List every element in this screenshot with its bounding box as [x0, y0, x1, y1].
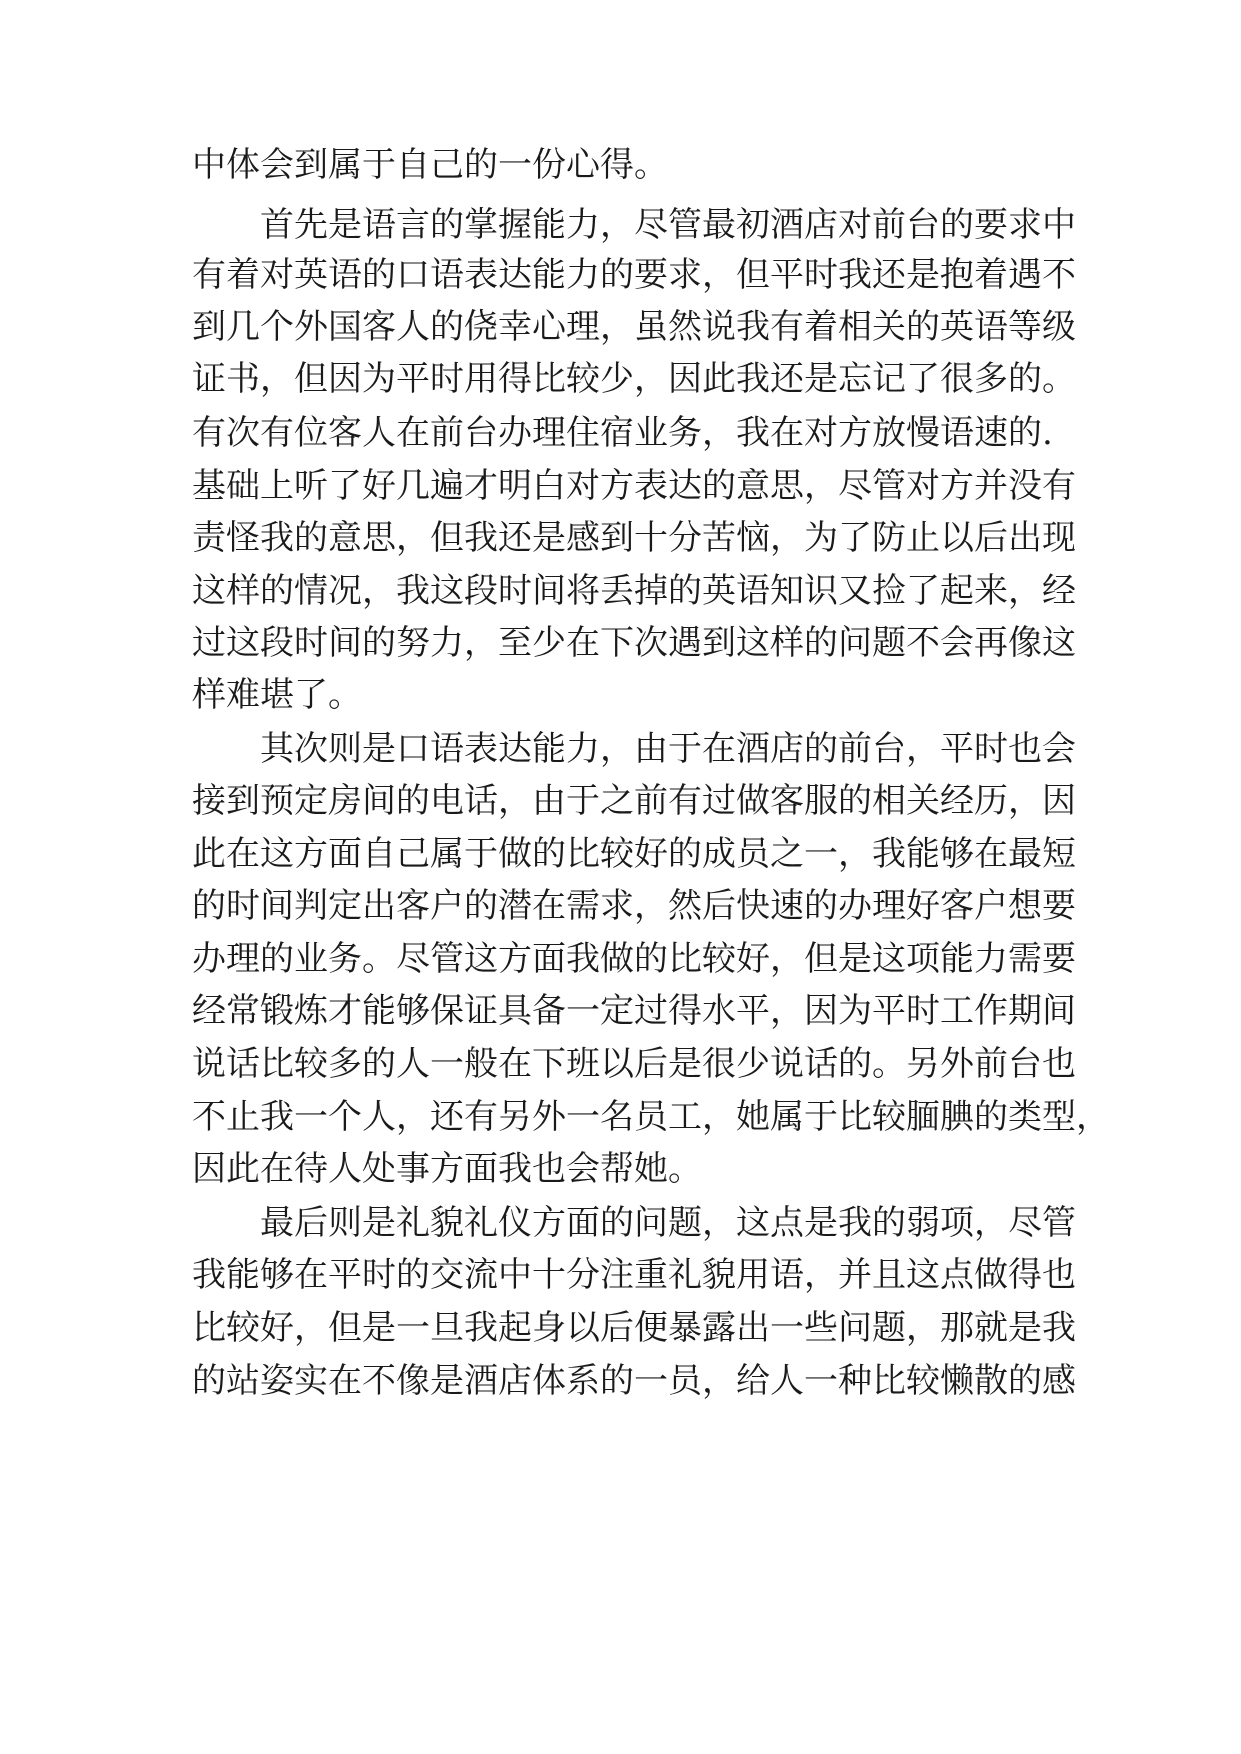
- text-line: 样难堪了。: [192, 675, 362, 715]
- text-line: 办理的业务。尽管这方面我做的比较好，但是这项能力需要: [192, 939, 1076, 979]
- text-line: 比较好，但是一旦我起身以后便暴露出一些问题，那就是我: [192, 1308, 1076, 1348]
- text-line: 此在这方面自己属于做的比较好的成员之一，我能够在最短: [192, 834, 1076, 874]
- text-line: 的站姿实在不像是酒店体系的一员，给人一种比较懒散的感: [192, 1361, 1076, 1401]
- text-line: 的时间判定出客户的潜在需求，然后快速的办理好客户想要: [192, 886, 1076, 926]
- text-line: 到几个外国客人的侥幸心理，虽然说我有着相关的英语等级: [192, 307, 1076, 347]
- text-line: 经常锻炼才能够保证具备一定过得水平，因为平时工作期间: [192, 991, 1076, 1031]
- text-line: 中体会到属于自己的一份心得。: [192, 145, 668, 185]
- text-line: 证书，但因为平时用得比较少，因此我还是忘记了很多的。: [192, 359, 1076, 399]
- paragraph-first-line: 最后则是礼貌礼仪方面的问题，这点是我的弱项，尽管: [260, 1203, 1076, 1243]
- text-line: 这样的情况，我这段时间将丢掉的英语知识又捡了起来，经: [192, 571, 1076, 611]
- text-line: 基础上听了好几遍才明白对方表达的意思，尽管对方并没有: [192, 466, 1076, 506]
- paragraph-first-line: 其次则是口语表达能力，由于在酒店的前台，平时也会: [260, 729, 1076, 769]
- text-line: 不止我一个人，还有另外一名员工，她属于比较腼腆的类型，: [192, 1097, 1110, 1137]
- text-line: 说话比较多的人一般在下班以后是很少说话的。另外前台也: [192, 1044, 1076, 1084]
- text-line: 我能够在平时的交流中十分注重礼貌用语，并且这点做得也: [192, 1255, 1076, 1295]
- text-line: 过这段时间的努力，至少在下次遇到这样的问题不会再像这: [192, 623, 1076, 663]
- text-line: 有次有位客人在前台办理住宿业务，我在对方放慢语速的.: [192, 413, 1053, 453]
- paragraph-first-line: 首先是语言的掌握能力，尽管最初酒店对前台的要求中: [260, 205, 1076, 245]
- text-line: 有着对英语的口语表达能力的要求，但平时我还是抱着遇不: [192, 255, 1076, 295]
- text-line: 因此在待人处事方面我也会帮她。: [192, 1149, 702, 1189]
- text-line: 责怪我的意思，但我还是感到十分苦恼，为了防止以后出现: [192, 518, 1076, 558]
- text-line: 接到预定房间的电话，由于之前有过做客服的相关经历，因: [192, 781, 1076, 821]
